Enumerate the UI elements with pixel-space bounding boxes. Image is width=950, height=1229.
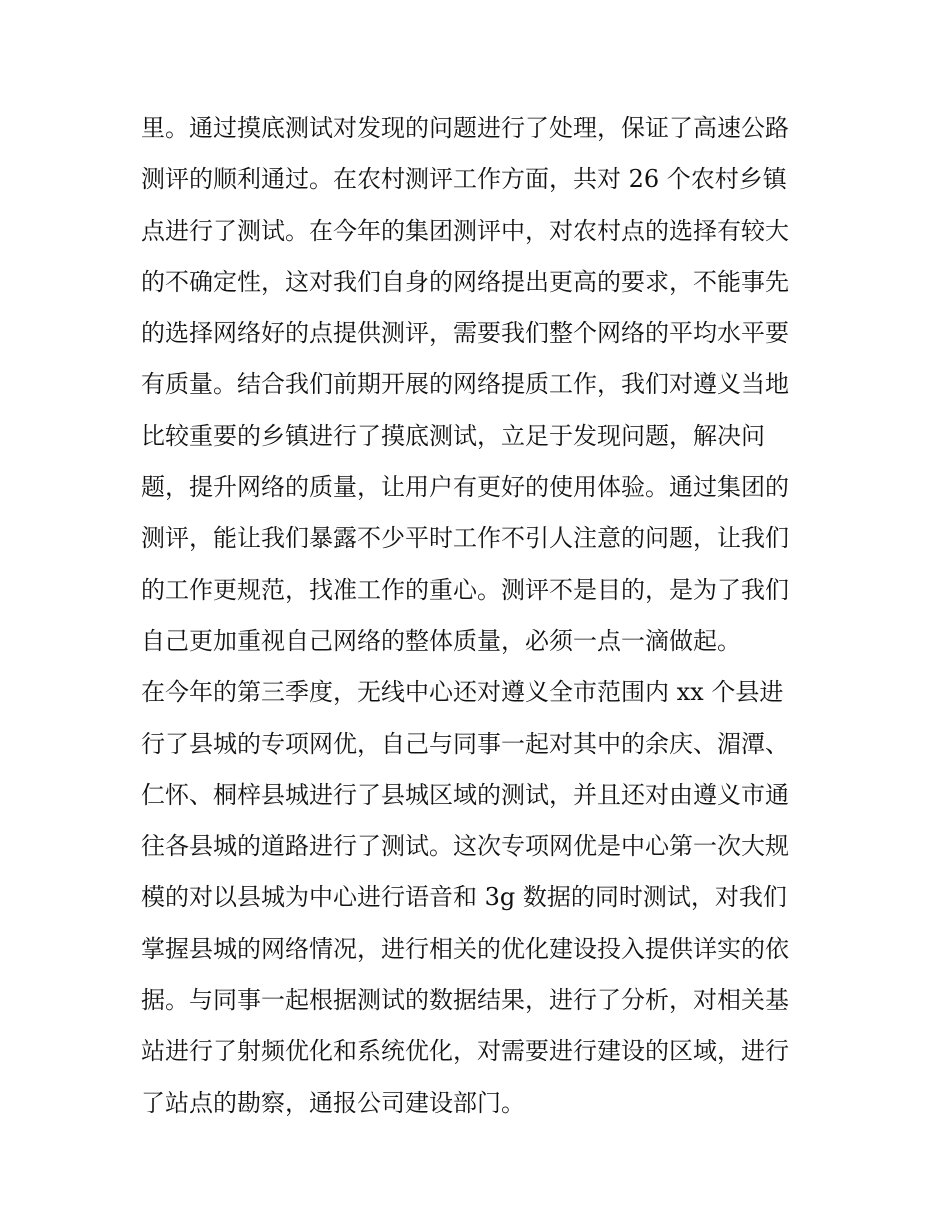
text-line: 点进行了测试。在今年的集团测评中，对农村点的选择有较大 [141,216,789,245]
document-body [141,106,821,1132]
text-line: 比较重要的乡镇进行了摸底测试，立足于发现问题，解决问 [141,421,765,450]
text-line: 自己更加重视自己网络的整体质量，必须一点一滴做起。 [141,626,741,655]
text-line: 的工作更规范，找准工作的重心。测评不是目的，是为了我们 [141,575,789,604]
text-line: 仁怀、桐梓县城进行了县城区域的测试，并且还对由遵义市通 [141,780,789,809]
text-line: 的不确定性，这对我们自身的网络提出更高的要求，不能事先 [141,267,789,296]
text-line: 据。与同事一起根据测试的数据结果，进行了分析，对相关基 [141,986,789,1015]
text-line: 了站点的勘察，通报公司建设部门。 [141,1088,525,1117]
text-line: 掌握县城的网络情况，进行相关的优化建设投入提供详实的依 [141,934,789,963]
text-line: 的选择网络好的点提供测评，需要我们整个网络的平均水平要 [141,319,789,348]
paragraph-2 [141,670,821,1132]
text-line: 在今年的第三季度，无线中心还对遵义全市范围内 xx 个县进 [141,678,784,707]
text-line: 测评的顺利通过。在农村测评工作方面，共对 26 个农村乡镇 [141,165,787,194]
paragraph-1 [141,106,821,670]
text-line: 往各县城的道路进行了测试。这次专项网优是中心第一次大规 [141,832,789,861]
text-line: 模的对以县城为中心进行语音和 3g 数据的同时测试，对我们 [141,883,787,912]
text-line: 题，提升网络的质量，让用户有更好的使用体验。通过集团的 [141,473,789,502]
text-line: 站进行了射频优化和系统优化，对需要进行建设的区域，进行 [141,1037,789,1066]
text-line: 行了县城的专项网优，自己与同事一起对其中的余庆、湄潭、 [141,729,789,758]
text-line: 测评，能让我们暴露不少平时工作不引人注意的问题，让我们 [141,524,789,553]
text-line: 有质量。结合我们前期开展的网络提质工作，我们对遵义当地 [141,370,789,399]
text-line: 里。通过摸底测试对发现的问题进行了处理，保证了高速公路 [141,114,789,142]
